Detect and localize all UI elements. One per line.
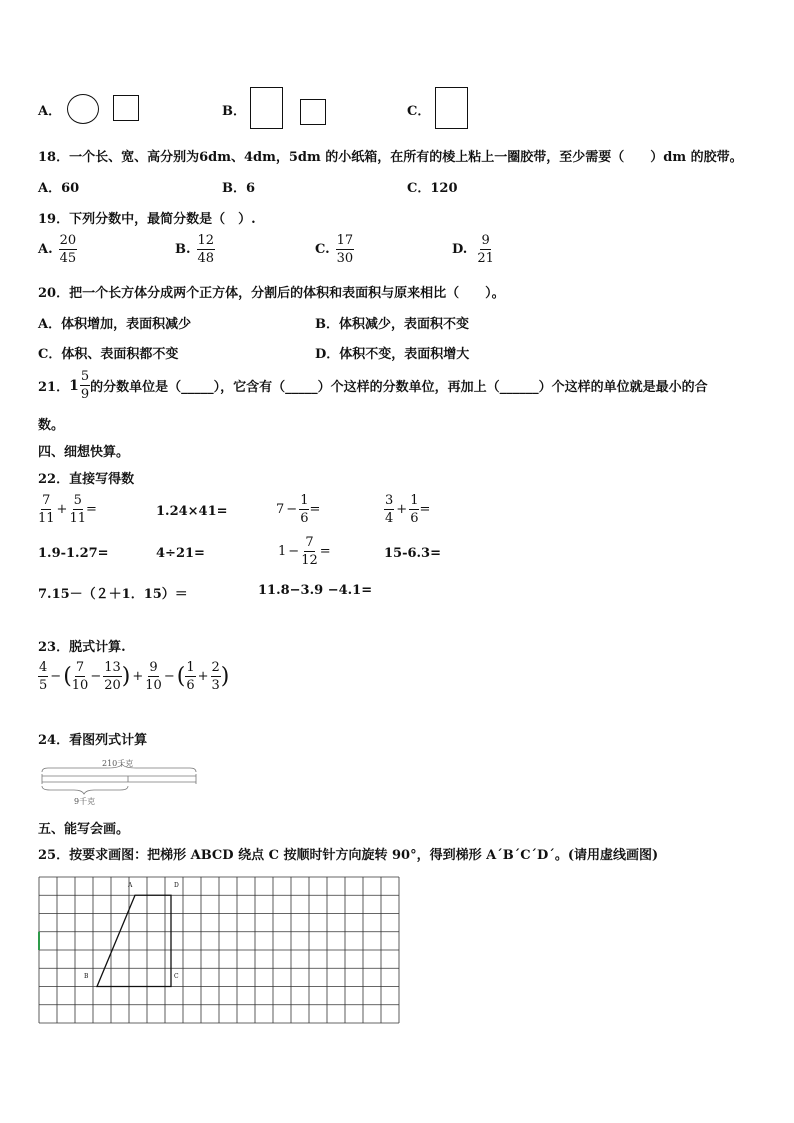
q22-expr-9: 7.15－（２＋1．15）＝	[38, 587, 188, 602]
q21-text: 的分数单位是（_____），它含有（_____）个这样的分数单位，再加上（______）个这样的单位就是最小的合	[90, 380, 708, 395]
segment-diagram	[38, 758, 202, 808]
q18-option-a: A．60	[38, 181, 80, 196]
q19-option-d	[452, 234, 494, 265]
q20-option-d: D．体积不变，表面积增大	[315, 347, 470, 362]
q20-option-a: A．体积增加，表面积减少	[38, 317, 192, 332]
segment-bottom-label: 9千克	[74, 797, 96, 806]
q17-option-c-label: C．	[407, 104, 431, 119]
rectangle-shape	[435, 87, 468, 129]
option-label: D.	[452, 242, 468, 257]
q17-option-b-label: B．	[222, 104, 246, 119]
q20-option-c: C．体积、表面积都不变	[38, 347, 179, 362]
point-label-a: A	[128, 882, 133, 889]
square-shape	[300, 99, 326, 125]
grid-svg	[38, 876, 400, 1024]
option-label: B.	[175, 242, 191, 257]
q18-option-b: B．6	[222, 181, 256, 196]
rectangle-shape	[250, 87, 283, 129]
grid-lines	[39, 877, 399, 1023]
q20-text: 20．把一个长方体分成两个正方体，分割后的体积和表面积与原来相比（ ）。	[38, 286, 505, 301]
q24-title: 24．看图列式计算	[38, 733, 148, 748]
q22-title: 22．直接写得数	[38, 472, 135, 487]
fraction: $\frac{17}{30}$	[336, 233, 354, 266]
section-heading: 五、能写会画。	[38, 822, 130, 837]
q22-expr-10: 11.8−3.9 −4.1=	[258, 583, 373, 598]
trapezoid-abcd	[97, 895, 171, 986]
q19-option-a	[38, 234, 77, 265]
q22-expr-6: 4÷21=	[156, 546, 205, 561]
square-shape	[113, 95, 139, 121]
q18-text: 18．一个长、宽、高分别为6dm、4dm，5dm 的小纸箱，在所有的棱上粘上一圈胶带，至少需要（ ）dm 的胶带。	[38, 150, 743, 165]
q17-option-a-label: A．	[38, 104, 62, 119]
option-label: A.	[38, 242, 53, 257]
q19-option-b	[175, 234, 215, 265]
section-heading: 四、细想快算。	[38, 445, 130, 460]
q18-option-c: C．120	[407, 181, 458, 196]
mixed-number: 1 $\frac{5}{9}$	[69, 369, 90, 402]
q21-line	[38, 370, 708, 401]
q22-expr-2: 1.24×41=	[156, 504, 228, 519]
q25-text: 25．按要求画图：把梯形 ABCD 绕点 C 按顺时针方向旋转 90°，得到梯形 A´B´C´D´。(请用虚线画图)	[38, 848, 659, 863]
q19-option-c	[315, 234, 354, 265]
point-label-c: C	[174, 973, 179, 980]
q22-expr-5: 1.9-1.27=	[38, 546, 109, 561]
q22-expr-8: 15-6.3=	[384, 546, 441, 561]
q20-option-b: B．体积减少，表面积不变	[315, 317, 469, 332]
point-label-d: D	[174, 882, 179, 889]
q21-text-cont: 数。	[38, 418, 65, 433]
drawing-grid[interactable]	[38, 876, 400, 1024]
q23-expression: $\frac{4}{5}$ − ( $\frac{7}{10}$ − $\frac{13}{20}$ ) + $\frac{9}{10}$ − ( $\frac{1}{6}$ + $\frac{2}{3}$ )	[39, 660, 230, 693]
fraction: $\frac{12}{48}$	[197, 233, 215, 266]
option-label: C.	[315, 242, 330, 257]
fraction: $\frac{9}{21}$	[477, 233, 494, 266]
q22-expr-1: $\frac{7}{11}$ + $\frac{5}{11}$ =	[38, 493, 97, 526]
q22-expr-7: 1 − $\frac{7}{12}$ =	[278, 535, 331, 568]
q22-expr-3: 7 − $\frac{1}{6}$ =	[276, 493, 321, 526]
q23-title: 23．脱式计算.	[38, 640, 126, 655]
q19-text: 19．下列分数中，最简分数是（ ）.	[38, 212, 256, 227]
point-label-b: B	[84, 973, 89, 980]
q22-expr-4: $\frac{3}{4}$ + $\frac{1}{6}$ =	[385, 493, 431, 526]
question-number: 21．	[38, 380, 70, 395]
fraction: $\frac{20}{45}$	[59, 233, 77, 266]
circle-shape	[67, 94, 99, 124]
segment-top-label: 210千克	[102, 759, 134, 768]
